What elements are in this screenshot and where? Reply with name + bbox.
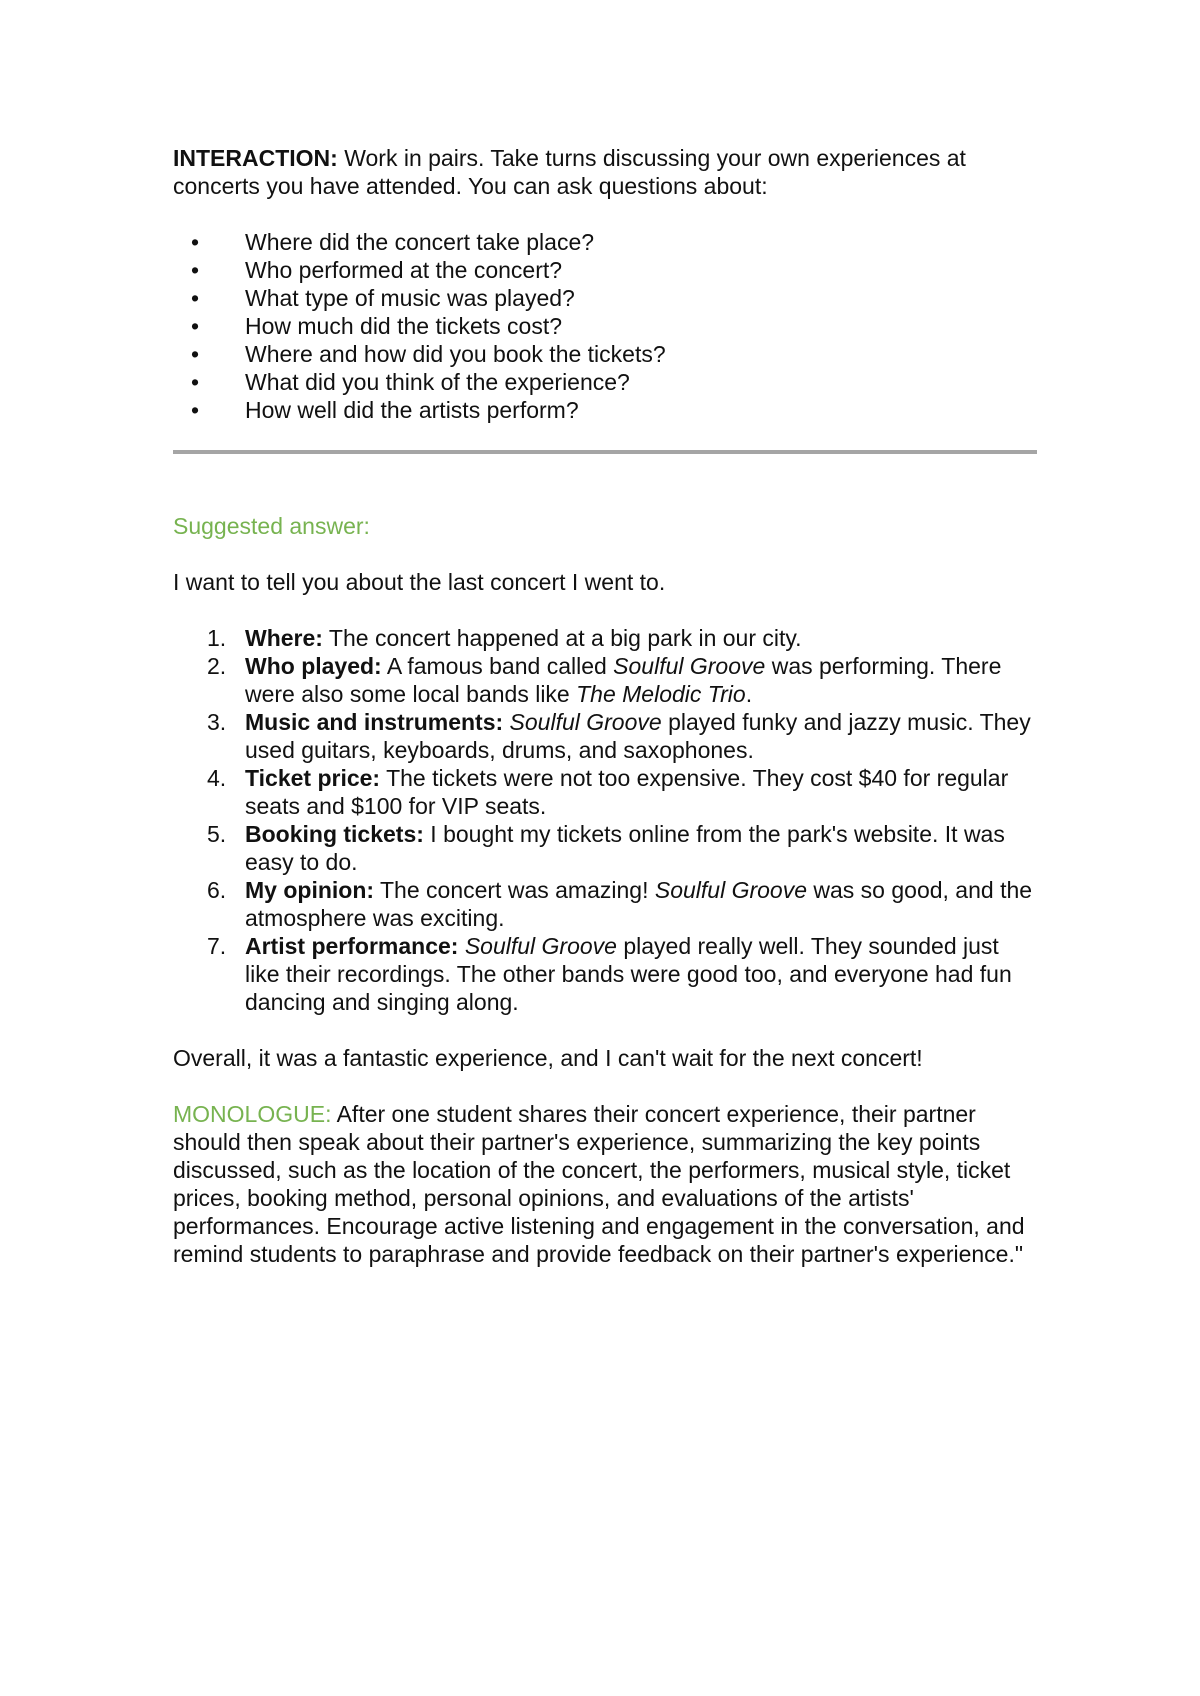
answer-text: The concert was amazing! [374,877,655,903]
question-item: • Where and how did you book the tickets? [173,340,1037,368]
answer-intro: I want to tell you about the last concert I went to. [173,569,666,595]
interaction-instructions [173,144,1037,200]
answer-item [173,932,1037,1016]
answer-text: . [745,681,753,707]
answer-item [173,624,1037,652]
monologue-label: MONOLOGUE: [173,1101,332,1127]
question-item: • How well did the artists perform? [173,396,1037,424]
answer-number: 1. [207,625,227,651]
band-name: Soulful Groove [464,933,617,959]
answer-number: 6. [207,877,227,903]
band-name: Soulful Groove [509,709,662,735]
answer-number: 5. [207,821,227,847]
question-list [173,228,1037,424]
answer-text: The tickets were not too expensive. They cost $40 for regular seats and $100 for VIP seats. [245,765,1009,819]
question-item: • What did you think of the experience? [173,368,1037,396]
answer-label: Music and instruments: [245,709,504,735]
overall-summary: Overall, it was a fantastic experience, and I can't wait for the next concert! [173,1045,923,1071]
answer-item [173,876,1037,932]
answer-list [173,624,1037,1016]
answer-number: 2. [207,653,227,679]
band-name: Soulful Groove [654,877,807,903]
monologue-instructions [173,1100,1043,1268]
band-name: The Melodic Trio [576,681,746,707]
answer-label: Booking tickets: [245,821,424,847]
question-item: • What type of music was played? [173,284,1037,312]
band-name: Soulful Groove [613,653,766,679]
answer-label: My opinion: [245,877,375,903]
answer-label: Ticket price: [245,765,381,791]
monologue-text: After one student shares their concert experience, their partner should then speak about their partner's experience, summarizing the key points discussed, such as the location of the concert, the performers, musical style, ticket prices, booking method, personal opinions, and evaluations of the artists' performances. Encourage active listening and engagement in the conversation, and remind students to paraphrase and provide feedback on their partner's experience." [173,1101,1025,1267]
suggested-answer-label: Suggested answer: [173,513,370,539]
document-page [173,144,1037,1268]
answer-item [173,708,1037,764]
interaction-label: INTERACTION: [173,145,338,171]
answer-number: 4. [207,765,227,791]
answer-text: The concert happened at a big park in our city. [322,625,802,651]
answer-item [173,652,1037,708]
question-item: • How much did the tickets cost? [173,312,1037,340]
answer-text: was so good, and the atmosphere was exciting. [245,877,1033,931]
question-item: • Where did the concert take place? [173,228,1037,256]
answer-number: 7. [207,933,227,959]
answer-item [173,820,1037,876]
horizontal-divider [173,450,1037,454]
question-item: • Who performed at the concert? [173,256,1037,284]
answer-label: Where: [245,625,323,651]
answer-number: 3. [207,709,227,735]
answer-text: played really well. They sounded just like their recordings. The other bands were good too, and everyone had fun dancing and singing along. [245,933,1012,1015]
answer-text: A famous band called [381,653,614,679]
answer-item [173,764,1037,820]
interaction-text: Work in pairs. Take turns discussing your own experiences at concerts you have attended. You can ask questions about: [173,145,966,199]
answer-text: was performing. There were also some local bands like [245,653,1002,707]
answer-label: Artist performance: [245,933,459,959]
answer-text: played funky and jazzy music. They used guitars, keyboards, drums, and saxophones. [245,709,1031,763]
answer-label: Who played: [245,653,382,679]
answer-text: I bought my tickets online from the park's website. It was easy to do. [245,821,1005,875]
